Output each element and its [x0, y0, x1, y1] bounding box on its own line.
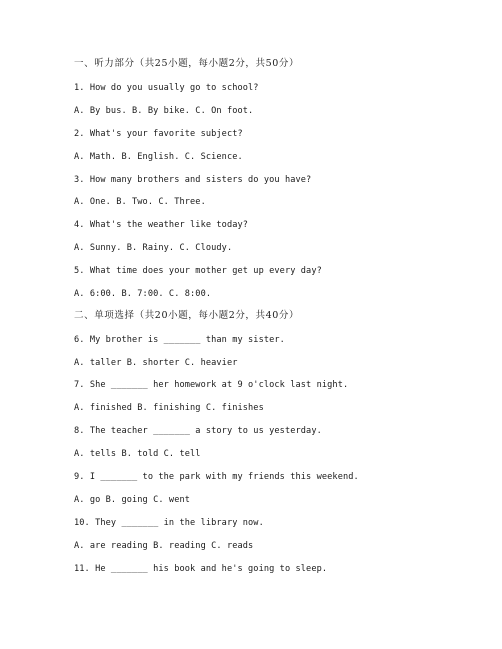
options-1: A. By bus. B. By bike. C. On foot. [74, 106, 254, 116]
options-2: A. Math. B. English. C. Science. [74, 152, 243, 162]
options-7: A. finished B. finishing C. finishes [74, 403, 264, 413]
section-heading-multiple-choice: 二、单项选择（共20小题，每小题2分，共40分） [74, 310, 300, 321]
options-9: A. go B. going C. went [74, 495, 191, 505]
options-3: A. One. B. Two. C. Three. [74, 197, 206, 207]
question-9: 9. I _______ to the park with my friends this weekend. [74, 472, 359, 482]
options-4: A. Sunny. B. Rainy. C. Cloudy. [74, 243, 233, 253]
options-6: A. taller B. shorter C. heavier [74, 358, 238, 368]
question-5: 5. What time does your mother get up every day? [74, 266, 322, 276]
question-1: 1. How do you usually go to school? [74, 83, 259, 93]
question-6: 6. My brother is _______ than my sister. [74, 335, 285, 345]
question-7: 7. She _______ her homework at 9 o'clock last night. [74, 380, 349, 390]
question-10: 10. They _______ in the library now. [74, 518, 264, 528]
options-8: A. tells B. told C. tell [74, 449, 201, 459]
options-10: A. are reading B. reading C. reads [74, 541, 254, 551]
section-heading-listening: 一、听力部分（共25小题，每小题2分，共50分） [74, 58, 300, 69]
question-11: 11. He _______ his book and he's going to sleep. [74, 564, 328, 574]
question-2: 2. What's your favorite subject? [74, 129, 243, 139]
question-8: 8. The teacher _______ a story to us yesterday. [74, 426, 322, 436]
question-3: 3. How many brothers and sisters do you have? [74, 175, 312, 185]
question-4: 4. What's the weather like today? [74, 220, 249, 230]
options-5: A. 6:00. B. 7:00. C. 8:00. [74, 289, 212, 299]
